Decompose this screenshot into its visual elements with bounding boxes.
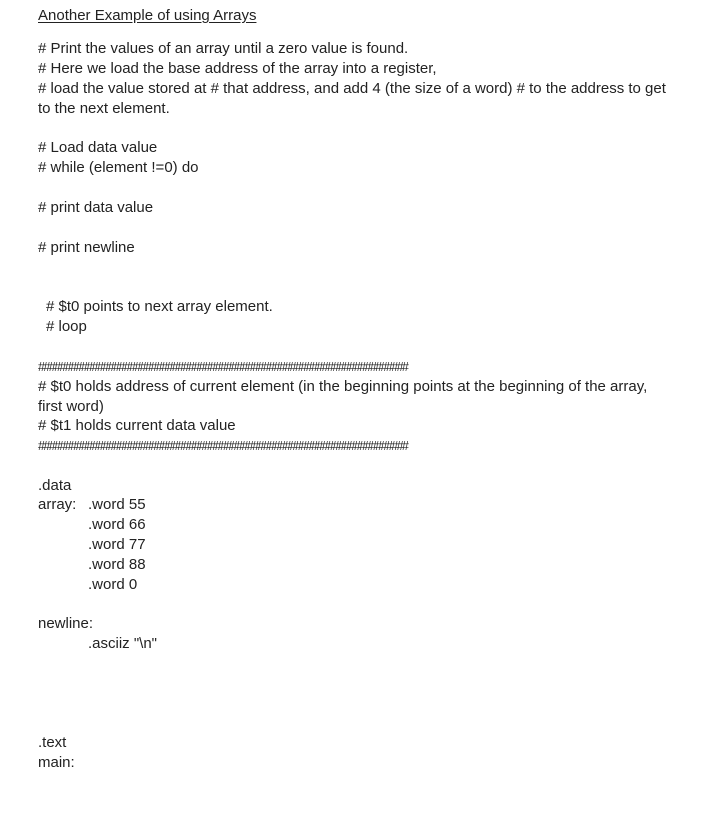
comment-advance-pointer: # $t0 points to next array element. — [46, 298, 273, 315]
register-t1-line: # $t1 holds current data value — [38, 417, 236, 434]
main-label: main: — [38, 754, 75, 771]
comment-print-value: # print data value — [38, 199, 154, 216]
hash-rule-bottom: ##################################################################### — [38, 439, 408, 453]
register-t0-line-1: # $t0 holds address of current element (in the beginning points at the beginning of the array, — [38, 378, 648, 395]
word-entry-2: .word 77 — [88, 536, 146, 553]
comment-loop: # loop — [46, 318, 87, 335]
array-label: array: — [38, 496, 77, 513]
intro-line-3: # load the value stored at # that address, and add 4 (the size of a word) # to the address to get — [38, 80, 666, 97]
data-directive: .data — [38, 477, 72, 494]
intro-line-1: # Print the values of an array until a zero value is found. — [38, 40, 409, 57]
array-declaration — [38, 495, 146, 515]
comment-print-newline: # print newline — [38, 239, 135, 256]
word-entry-0: .word 55 — [88, 496, 146, 513]
hash-rule-top: ##################################################################### — [38, 360, 408, 374]
text-directive: .text — [38, 734, 67, 751]
word-entry-4: .word 0 — [88, 576, 138, 593]
comment-while: # while (element !=0) do — [38, 159, 199, 176]
register-t0-line-2: first word) — [38, 398, 104, 415]
newline-label: newline: — [38, 615, 94, 632]
page-title: Another Example of using Arrays — [38, 7, 257, 24]
word-entry-1: .word 66 — [88, 516, 146, 533]
intro-line-2: # Here we load the base address of the array into a register, — [38, 60, 437, 77]
comment-load-data: # Load data value — [38, 139, 158, 156]
word-entry-3: .word 88 — [88, 556, 146, 573]
intro-line-4: to the next element. — [38, 100, 170, 117]
asciiz-directive: .asciiz "\n" — [88, 635, 158, 652]
